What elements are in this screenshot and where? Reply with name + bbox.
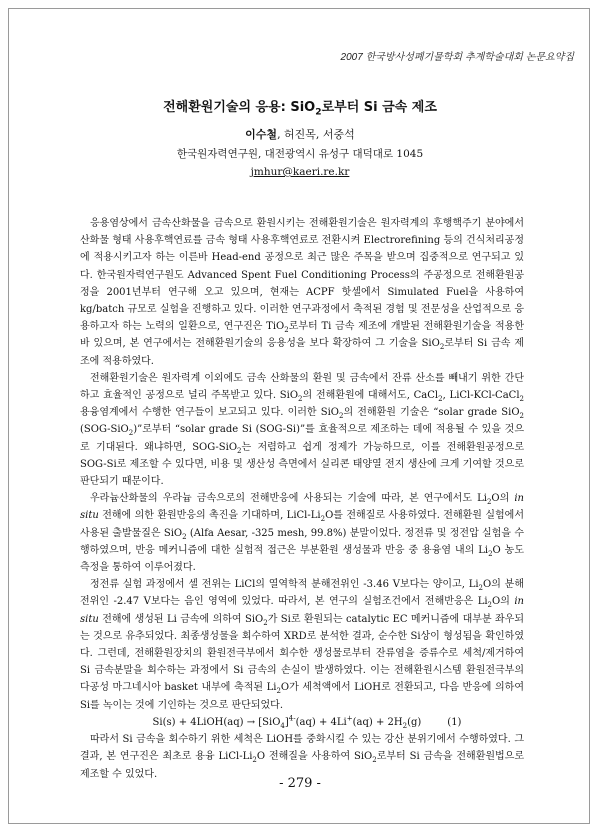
abstract-body	[80, 215, 524, 783]
paragraph-2: 전해환원기술은 원자력계 이외에도 금속 산화물의 환원 및 금속에서 잔류 산소를 빼내기 위한 간단하고 효율적인 공정으로 널리 주목받고 있다. SiO$_2$의 전해환원에 대해서도, CaCl$_2$, LiCl-KCl-CaCl$_2$ 용융염계에서 수행한 연구들이 보고되고 있다. 이러한 SiO$_2$의 전해환원 기술은 “solar grade SiO$_2$ (SOG-SiO$_2$)”로부터 “solar grade Si (SOG-Si)”를 효율적으로 제조하는 데에 적용될 수 있을 것으로 기대된다. 왜냐하면, SOG-SiO$_2$는 저렴하고 쉽게 정제가 가능하므로, 이를 전해환원공정으로 SOG-Si로 제조할 수 있다면, 비용 및 생산성 측면에서 실리콘 태양열 전지 생산에 크게 기여할 것으로 판단되기 때문이다.	[80, 372, 524, 488]
equation-1: Si(s) + 4LiOH(aq) → $[SiO_4]^{4-}(aq) + 4Li^+(aq) + 2H_2(g)$ (1)	[152, 714, 462, 730]
running-header: 2007 한국방사성폐기물학회 추계학술대회 논문요약집	[340, 52, 574, 63]
page-number: - 279 -	[279, 776, 321, 791]
affiliation: 한국원자력연구원, 대전광역시 유성구 대덕대로 1045	[176, 148, 424, 160]
lead-author: 이수철	[245, 128, 278, 141]
co-authors: , 허진목, 서중석	[277, 128, 355, 141]
paragraph-4: 정전류 실험 과정에서 셀 전위는 LiCl의 열역학적 분해전위인 -3.46 V보다는 양이고, $Li_2O$의 분해 전위인 -2.47 V보다는 음인 영역에 있었다. 따라서, 본 연구의 실험조건에서 전해반응은 $Li_2O$의 in situ 전해에 생성된 Li 금속에 의하여 SiO$_2$가 Si로 환원되는 catalytic EC 메커니즘에 대부분 좌우되는 것으로 유추되었다. 최종생성물을 회수하여 XRD로 분석한 결과, 순수한 Si상이 형성됨을 확인하였다. 그런데, 전해환원장치의 환원전극부에서 회수한 생성물로부터 잔류염을 증류수로 세척/제거하여 Si 금속분말을 회수하는 과정에서 Si 금속의 손실이 발생하였다. 이는 전해환원시스템 환원전극부의 다공성 마그네시아 basket 내부에 축적된 $Li_2O$가 세척액에서 LiOH로 전환되고, 다음 반응에 의하여 Si를 녹이는 것에 기인하는 것으로 판단되었다.	[80, 579, 525, 711]
paragraph-5: 따라서 Si 금속을 회수하기 위한 세척은 LiOH를 중화시킬 수 있는 강산 분위기에서 수행하였다. 그 결과, 본 연구진은 최초로 용융 LiCl-$Li_2O$ 전해질을 사용하여 SiO$_2$로부터 Si 금속을 전해환원법으로 제조할 수 있었다.	[80, 734, 525, 780]
paper-title: 전해환원기술의 응용: SiO$_2$로부터 Si 금속 제조	[163, 100, 437, 118]
paragraph-3: 우라늄산화물의 우라늄 금속으로의 전해반응에 사용되는 기술에 따라, 본 연구에서도 $Li_2O$의 in situ 전해에 의한 환원반응의 촉진을 기대하며, LiCl-$Li_2O$를 전해질로 사용하였다. 전해환원 실험에서 사용된 출발물질은 SiO$_2$ (Alfa Aesar, -325 mesh, 99.8%) 분말이었다. 정전류 및 정전압 실험을 수행하였으며, 반응 메커니즘에 대한 실험적 접근은 부분환원 생성물과 반응 중 용융염 내의 $Li_2O$ 농도 측정을 통하여 이루어졌다.	[80, 493, 525, 574]
paragraph-1: 응용염상에서 금속산화물을 금속으로 환원시키는 전해환원기술은 원자력계의 후행핵주기 분야에서 산화물 형태 사용후핵연료를 금속 형태 사용후핵연료로 전환시켜 Electrorefining 등의 건식처리공정에 적용시키고자 하는 이른바 Head-end 공정으로 최근 많은 주목을 받으며 집중적으로 연구되고 있다. 한국원자력연구원도 Advanced Spent Fuel Conditioning Process의 주공정으로 전해환원공정을 2001년부터 연구해 오고 있으며, 현재는 ACPF 핫셀에서 Simulated Fuel을 사용하여 kg/batch 규모로 실험을 진행하고 있다. 이러한 연구과정에서 축적된 경험 및 전문성을 산업적으로 응용하고자 하는 노력의 일환으로, 연구진은 TiO$_2$로부터 Ti 금속 제조에 개발된 전해환원기술을 적용한 바 있으며, 본 연구에서는 전해환원기술의 응용성을 보다 확장하여 그 기술을 SiO$_2$로부터 Si 금속 제조에 적용하였다.	[80, 218, 524, 367]
author-email[interactable]: jmhur@kaeri.re.kr	[250, 166, 350, 178]
equation-number: (1)	[447, 716, 462, 728]
author-list	[0, 126, 600, 142]
